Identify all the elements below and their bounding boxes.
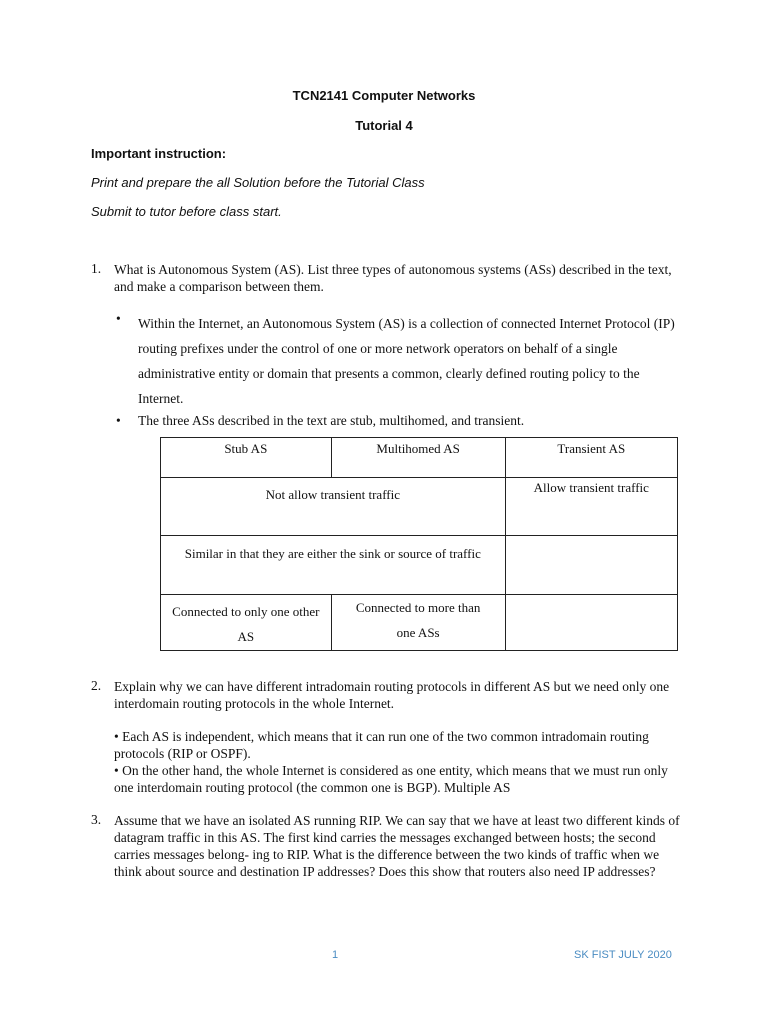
header-multihomed: Multihomed AS xyxy=(331,438,505,478)
page-number: 1 xyxy=(332,949,339,961)
instruction-line-1: Print and prepare the all Solution before the Tutorial Class xyxy=(91,175,425,190)
table-header-row xyxy=(161,438,678,478)
q1-number: 1. xyxy=(91,261,102,276)
instruction-heading: Important instruction: xyxy=(91,146,227,161)
bullet-icon: • xyxy=(116,311,121,326)
q1-bullet-2: The three ASs described in the text are stub, multihomed, and transient. xyxy=(138,413,525,428)
q3-number: 3. xyxy=(91,812,102,827)
q1-text: What is Autonomous System (AS). List three types of autonomous systems (ASs) described in the text, and make a comparison between them. xyxy=(114,262,672,294)
cell-not-allow-transient: Not allow transient traffic xyxy=(161,478,506,536)
q2-text: Explain why we can have different intradomain routing protocols in different AS but we need only one interdomain routing protocols in the whole Internet. xyxy=(114,679,670,711)
cell-empty xyxy=(505,595,677,651)
cell-empty xyxy=(505,536,677,595)
header-transient: Transient AS xyxy=(505,438,677,478)
instruction-line-2: Submit to tutor before class start. xyxy=(91,204,282,219)
cell-stub-connection: Connected to only one other AS xyxy=(161,595,332,651)
q2-point-1: • Each AS is independent, which means that it can run one of the two common intradomain routing protocols (RIP or OSPF). xyxy=(114,729,649,761)
cell-allow-transient: Allow transient traffic xyxy=(505,478,677,536)
q2-number: 2. xyxy=(91,678,102,693)
course-title: TCN2141 Computer Networks xyxy=(292,88,476,103)
bullet-icon: • xyxy=(116,413,121,428)
cell-sink-or-source: Similar in that they are either the sink or source of traffic xyxy=(161,536,506,595)
as-comparison-table xyxy=(160,437,678,651)
table-row xyxy=(161,595,678,651)
footer-label: SK FIST JULY 2020 xyxy=(574,949,672,961)
tutorial-title: Tutorial 4 xyxy=(355,118,413,133)
header-stub: Stub AS xyxy=(161,438,332,478)
q1-bullet-1: Within the Internet, an Autonomous System (AS) is a collection of connected Internet Protocol (IP) routing prefixes under the control of one or more network operators on behalf of a single administrative entity or domain that presents a common, clearly defined routing policy to the Internet. xyxy=(138,316,675,406)
cell-multihomed-connection: Connected to more than one ASs xyxy=(331,595,505,651)
q2-point-2: • On the other hand, the whole Internet is considered as one entity, which means that we must run only one interdomain routing protocol (the common one is BGP). Multiple AS xyxy=(114,763,668,795)
table-row xyxy=(161,478,678,536)
table-row xyxy=(161,536,678,595)
q3-text: Assume that we have an isolated AS running RIP. We can say that we have at least two different kinds of datagram traffic in this AS. The first kind carries the messages exchanged between hosts; the second carries messages belong- ing to RIP. What is the difference between the two kinds of traffic when we think about source and destination IP addresses? Does this show that routers also need IP addresses? xyxy=(114,813,680,879)
